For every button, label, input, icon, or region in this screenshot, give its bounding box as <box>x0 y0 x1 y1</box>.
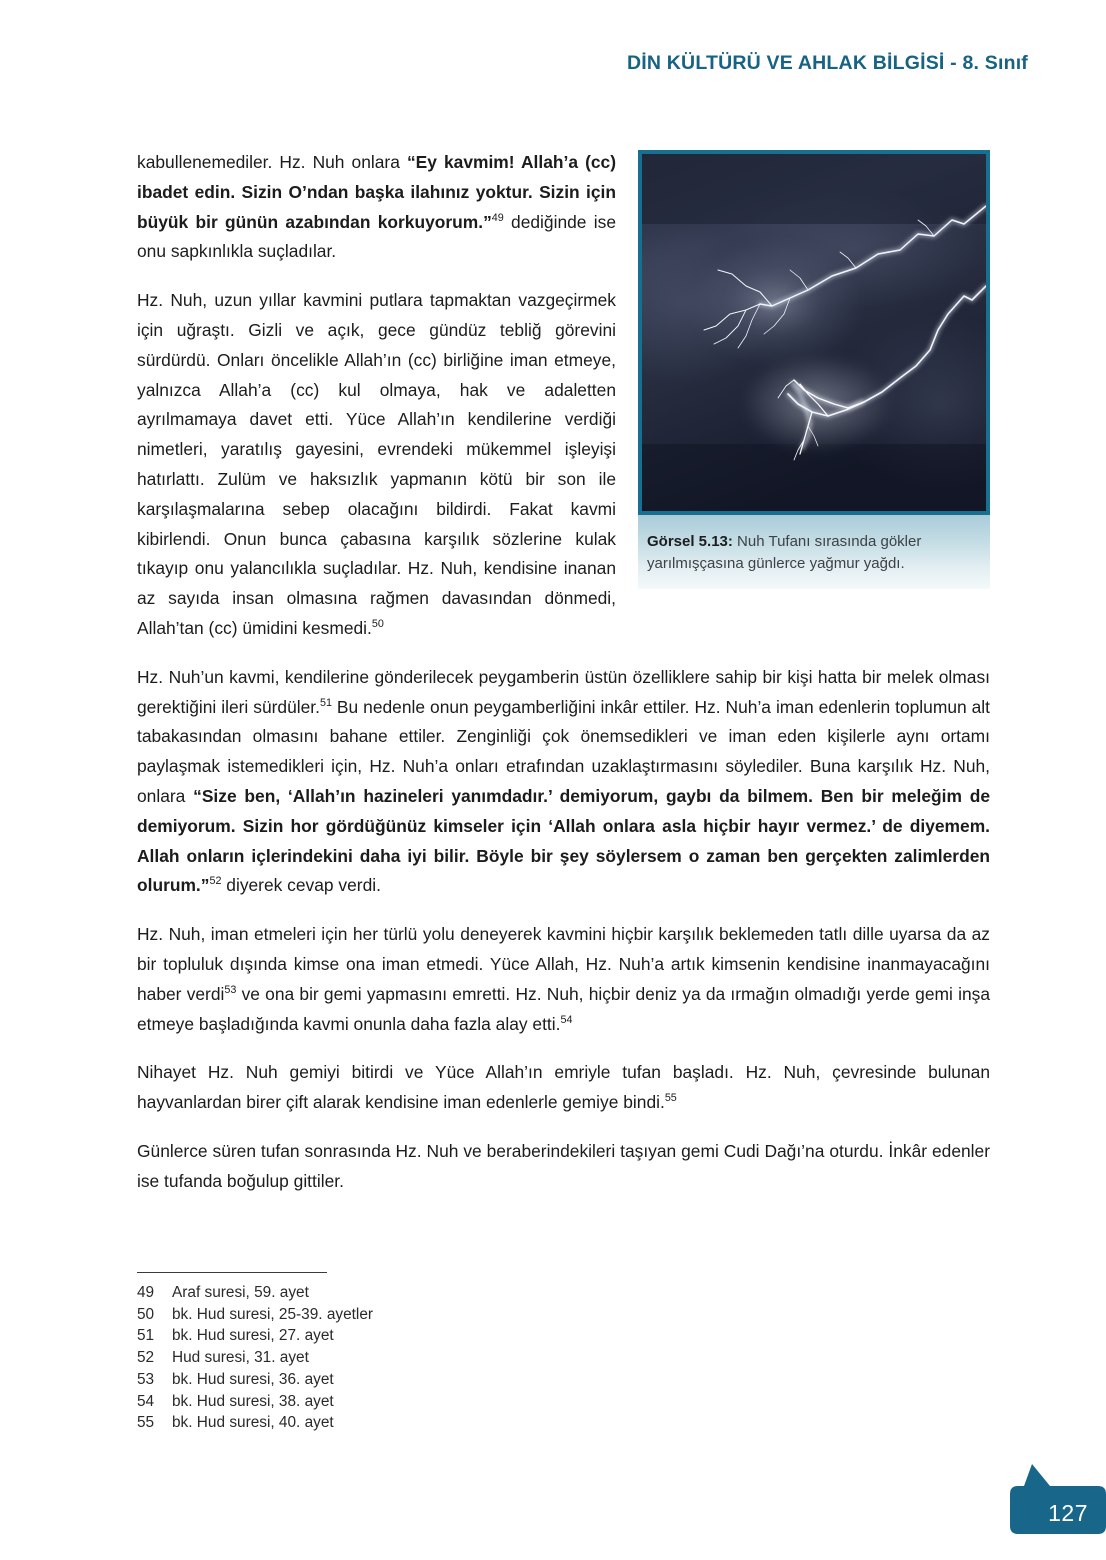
footnotes-section <box>137 1272 697 1434</box>
footnote-text: Hud suresi, 31. ayet <box>172 1349 309 1367</box>
footnote-item <box>137 1325 697 1347</box>
footnote-item <box>137 1412 697 1434</box>
p1-tail: dediğinde ise onu sapkınlıkla suçladılar. <box>137 211 616 262</box>
figure-caption-label: Görsel 5.13: <box>647 533 733 550</box>
footnote-ref-55: 55 <box>664 1092 677 1105</box>
footnote-number: 54 <box>137 1392 155 1410</box>
figure-gorsel-5-13 <box>638 150 990 589</box>
footnote-number: 50 <box>137 1305 155 1323</box>
p1-quote: “Ey kavmim! Allah’a (cc) ibadet edin. Sizin O’ndan başka ilahınız yoktur. Sizin için büyük bir günün azabından korkuyorum.” <box>137 152 616 232</box>
footnote-ref-54: 54 <box>560 1013 573 1026</box>
lightning-storm-image <box>642 154 986 511</box>
p1-lead: kabullenemediler. Hz. Nuh onlara <box>137 152 407 172</box>
footnote-number: 53 <box>137 1370 155 1388</box>
footnote-text: bk. Hud suresi, 40. ayet <box>172 1414 334 1432</box>
p3-quote: “Size ben, ‘Allah’ın hazineleri yanımdadır.’ demiyorum, gaybı da bilmem. Ben bir meleğim de demiyorum. Sizin hor gördüğünüz kimseler için ‘Allah onlara asla hiçbir hayır vermez.’ de diyemem. Allah onların içlerindekini daha iyi bilir. Böyle bir şey söylersem o zaman ben gerçekten zalimlerden olurum.” <box>137 785 990 896</box>
footnote-ref-51: 51 <box>319 696 332 709</box>
p4-tail: ve ona bir gemi yapmasını emretti. Hz. Nuh, hiçbir deniz ya da ırmağın olmadığı yerde gemi inşa etmeye başladığında kavmi onunla daha fazla alay etti. <box>137 983 990 1034</box>
article-body <box>137 148 990 1197</box>
footnote-item <box>137 1347 697 1369</box>
footnote-ref-52: 52 <box>209 875 222 888</box>
footnote-item <box>137 1304 697 1326</box>
page-number: 127 <box>1048 1500 1088 1526</box>
figure-caption-text: Nuh Tufanı sırasında gökler yarılmışçasına günlerce yağmur yağdı. <box>647 533 922 572</box>
footnote-text: Araf suresi, 59. ayet <box>172 1284 309 1301</box>
page-running-header: DİN KÜLTÜRÜ VE AHLAK BİLGİSİ - 8. Sınıf <box>626 52 1028 74</box>
p4-lead: Hz. Nuh, iman etmeleri için her türlü yolu deneyerek kavmini hiçbir karşılık beklemeden tatlı dille uyarsa da az bir topluluk dışında kimse ona iman etmedi. Yüce Allah, Hz. Nuh’a artık kimsenin kendisine inanmayacağını haber verdi <box>137 924 990 1004</box>
footnote-number: 49 <box>137 1284 155 1301</box>
paragraph-5 <box>137 1058 990 1118</box>
footnote-number: 55 <box>137 1414 155 1432</box>
p5-text: Nihayet Hz. Nuh gemiyi bitirdi ve Yüce Allah’ın emriyle tufan başladı. Hz. Nuh, çevresinde bulunan hayvanlardan birer çift alarak kendisine iman edenlerle gemiye bindi. <box>137 1062 990 1113</box>
footnote-item <box>137 1282 697 1304</box>
footnote-number: 52 <box>137 1349 155 1367</box>
p2-text: Hz. Nuh, uzun yıllar kavmini putlara tapmaktan vazgeçirmek için uğraştı. Gizli ve açık, gece gündüz tebliğ görevini sürdürdü. Onları öncelikle Allah’ın (cc) birliğine iman etmeye, yalnızca Allah’a (cc) kul olmaya, hak ve adaletten ayrılmamaya davet etti. Yüce Allah’ın kendilerine verdiği nimetleri, yaratılış gayesini, evrendeki mükemmel işleyişi hatırlattı. Zulüm ve haksızlık yapmanın kötü bir son ile karşılaşmalarına sebep olacağını bildirdi. Fakat kavmi kibirlendi. Onun bunca çabasına karşılık sözlerine kulak tıkayıp onu yalancılıkla suçladılar. Hz. Nuh, kendisine inanan az sayıda insan olmasına rağmen davasından dönmedi, Allah’tan (cc) ümidini kesmedi. <box>137 290 616 638</box>
footnote-item <box>137 1369 697 1391</box>
footnote-number: 51 <box>137 1327 155 1345</box>
p3-lead: Hz. Nuh’un kavmi, kendilerine gönderilecek peygamberin üstün özelliklere sahip bir kişi hatta bir melek olması gerektiğini ileri sürdüler. <box>137 666 990 717</box>
figure-image-frame <box>638 150 990 515</box>
footnote-divider <box>137 1272 327 1273</box>
figure-caption <box>638 515 990 589</box>
footnote-text: bk. Hud suresi, 25-39. ayetler <box>172 1305 374 1323</box>
footnote-text: bk. Hud suresi, 38. ayet <box>172 1392 334 1410</box>
footnote-ref-49: 49 <box>491 211 504 224</box>
paragraph-4 <box>137 920 990 1039</box>
p3-tail: diyerek cevap verdi. <box>221 875 381 896</box>
footnote-ref-50: 50 <box>371 618 384 631</box>
paragraph-3 <box>137 663 990 901</box>
footnote-text: bk. Hud suresi, 36. ayet <box>172 1370 334 1388</box>
p3-mid: Bu nedenle onun peygamberliğini inkâr ettiler. Hz. Nuh’a iman edenlerin toplumun alt tabakasından olmasını bahane ettiler. Zenginliği çok önemsedikleri ve iman eden kişilerle aynı ortamı paylaşmak istemedikleri için, Hz. Nuh’a onları etrafından uzaklaştırmasını söylediler. Buna karşılık Hz. Nuh, onlara <box>137 696 991 806</box>
footnote-text: bk. Hud suresi, 27. ayet <box>172 1327 334 1345</box>
footnote-item <box>137 1391 697 1413</box>
page-number-badge <box>994 1456 1106 1544</box>
footnote-ref-53: 53 <box>224 983 237 996</box>
paragraph-6: Günlerce süren tufan sonrasında Hz. Nuh ve beraberindekileri taşıyan gemi Cudi Dağı’na oturdu. İnkâr edenler ise tufanda boğulup gittiler. <box>137 1140 990 1191</box>
